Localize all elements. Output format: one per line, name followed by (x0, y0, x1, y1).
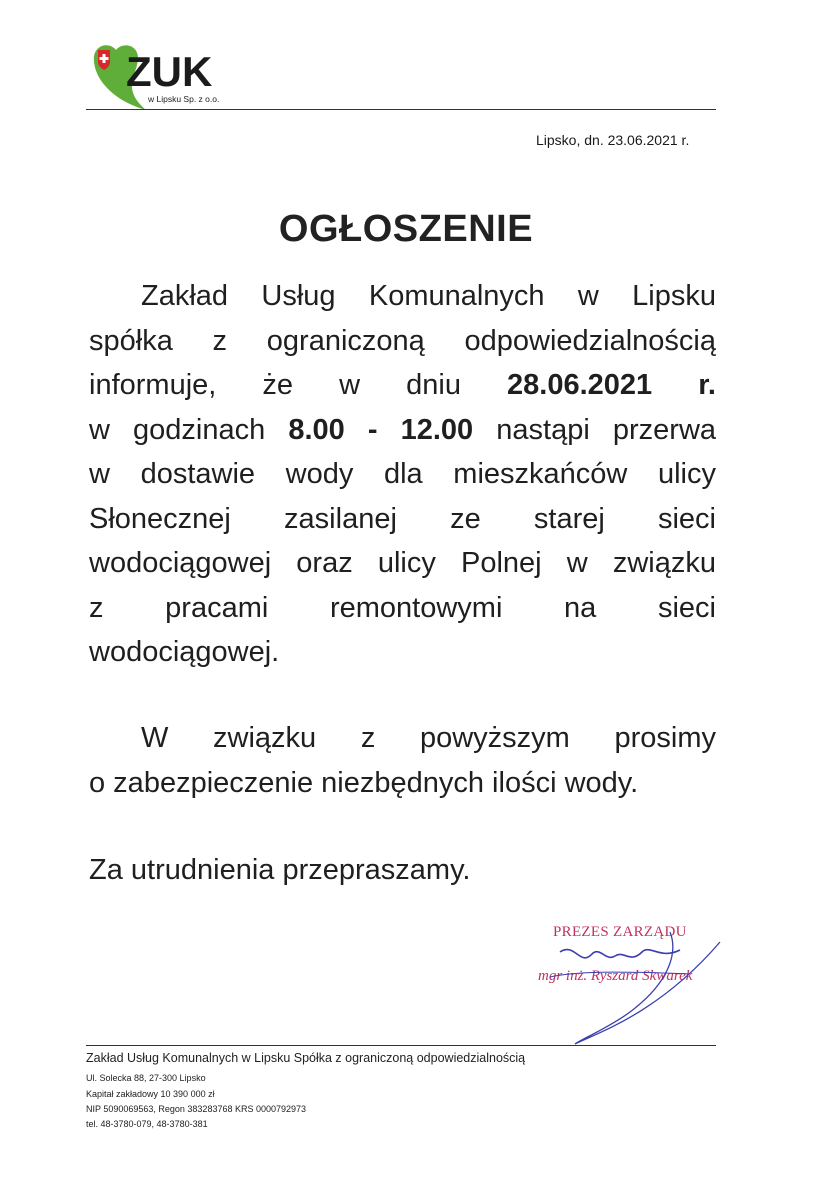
footer-capital: Kapitał zakładowy 10 390 000 zł (86, 1089, 215, 1099)
body-line: Słonecznej zasilanej ze starej sieci (89, 502, 716, 535)
body-text: nastąpi przerwa (496, 413, 717, 446)
body-line: wodociągowej. (89, 636, 280, 668)
document-title: OGŁOSZENIE (278, 208, 534, 250)
stamp-name: mgr inż. Ryszard Skwarek (538, 968, 693, 984)
body-line: Zakład Usług Komunalnych w Lipsku (141, 280, 716, 312)
body-line: w dostawie wody dla mieszkańców ulicy (89, 458, 716, 490)
body-text: w godzinach (89, 413, 266, 446)
body-line (89, 363, 716, 408)
body-text: informuje, że w dniu (89, 369, 461, 401)
body-line: W związku z powyższym prosimy (141, 722, 716, 754)
body-line: o zabezpieczenie niezbędnych ilości wody. (89, 766, 639, 799)
announcement-body (89, 274, 716, 675)
stamp-title: PREZES ZARZĄDU (553, 924, 687, 940)
signature (520, 912, 740, 1052)
body-line (89, 408, 716, 453)
date-line: Lipsko, dn. 23.06.2021 r. (536, 132, 690, 148)
body-line: spółka z ograniczoną odpowiedzialnością (89, 324, 716, 357)
body-line: wodociągowej oraz ulicy Polnej w związku (89, 547, 716, 579)
footer-phone: tel. 48-3780-079, 48-3780-381 (86, 1119, 208, 1129)
body-line: Za utrudnienia przepraszamy. (89, 854, 471, 886)
company-logo (86, 40, 256, 114)
footer-address: Ul. Solecka 88, 27-300 Lipsko (86, 1073, 206, 1083)
body-line: z pracami remontowymi na sieci (89, 591, 716, 624)
request-paragraph (89, 716, 716, 805)
closing-line (89, 848, 716, 893)
footer-ids: NIP 5090069563, Regon 383283768 KRS 0000792973 (86, 1104, 307, 1114)
footer-company: Zakład Usług Komunalnych w Lipsku Spółka z ograniczoną odpowiedzialnością (86, 1051, 526, 1065)
logo-subtitle: w Lipsku Sp. z o.o. (148, 94, 220, 104)
footer-divider (86, 1045, 716, 1046)
outage-date: 28.06.2021 r. (507, 369, 716, 401)
logo-wordmark: ZUK (126, 48, 213, 95)
outage-hours: 8.00 - 12.00 (288, 413, 474, 446)
header-divider (86, 109, 716, 110)
